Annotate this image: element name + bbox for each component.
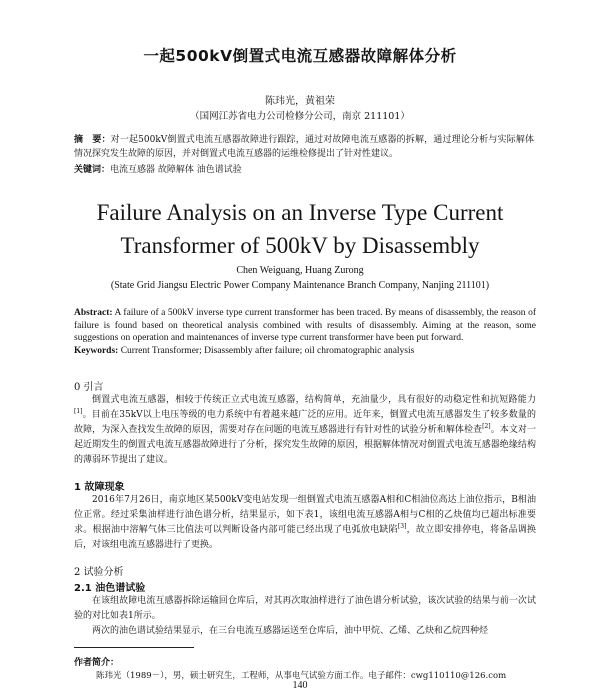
chinese-keywords-label: 关键词： (74, 165, 111, 175)
section1-paragraph (74, 493, 536, 553)
english-keywords-label: Keywords: (74, 346, 119, 356)
chinese-title: 一起500kV倒置式电流互感器故障解体分析 (143, 47, 457, 65)
intro-text-c: 。本文对一起近期发生的倒置式电流互感器故障进行了分析，探究发生故障的原因，根据解体情况对倒置式电流互感器绝缘结构的薄弱环节提出了建议。 (74, 425, 536, 465)
chinese-keywords (74, 163, 534, 177)
section21-heading: 2.1 油色谱试验 (74, 583, 146, 594)
english-title-line1: Failure Analysis on an Inverse Type Current (96, 200, 504, 225)
english-title-line2: Transformer of 500kV by Disassembly (120, 233, 480, 258)
intro-ref-2: [2] (482, 423, 491, 430)
intro-ref-1: [1] (74, 408, 83, 415)
section2-heading: 2 试验分析 (74, 567, 124, 578)
chinese-abstract-label: 摘 要： (74, 135, 111, 145)
chinese-affiliation: （国网江苏省电力公司检修分公司，南京 211101） (190, 111, 410, 122)
author-note-label: 作者简介： (74, 658, 120, 668)
chinese-keywords-text: 电流互感器 故障解体 油色谱试验 (110, 165, 242, 175)
english-affiliation: (State Grid Jiangsu Electric Power Company Maintenance Branch Company, Nanjing 211101) (110, 280, 490, 291)
intro-text-b: 。目前在35kV以上电压等级的电力系统中有着越来越广泛的应用。近年来，倒置式电流互感器发生了较多数量的故障，为深入查找发生故障的原因，需要对存在问题的电流互感器进行有针对性的试验分析和解体检查 (74, 410, 536, 435)
section1-text-b: ，故立即安排停电，将备品调换后，对该组电流互感器进行了更换。 (74, 525, 536, 550)
author-note: 陈玮光（1989－），男，硕士研究生，工程师，从事电气试验方面工作。电子邮件：cwg110110@126.com (96, 671, 507, 681)
section21-paragraph: 在该组故障电流互感器拆除运输回仓库后，对其再次取油样进行了油色谱分析试验，该次试验的结果与前一次试验的对比如表1所示。 (74, 596, 536, 621)
english-abstract-text: A failure of a 500kV inverse type current transformer has been traced. By means of disassembly, the reason of failure is found based on theoretical analysis combined with results of disassembly. Aiming at the reason, some suggestions on operation and maintenances of inverse type current transformer have been put forward. (74, 308, 536, 343)
section1-heading: 1 故障现象 (74, 482, 125, 493)
footnote-rule (74, 647, 194, 648)
english-authors: Chen Weiguang, Huang Zurong (236, 265, 364, 276)
chinese-authors: 陈玮光，黄祖荣 (265, 96, 335, 107)
english-abstract-label: Abstract: (74, 308, 113, 318)
intro-paragraph (74, 393, 536, 468)
intro-text-a: 倒置式电流互感器，相较于传统正立式电流互感器，结构简单，充油量少，具有很好的动稳定性和抗短路能力 (92, 395, 536, 405)
english-keywords-text: Current Transformer; Disassembly after failure; oil chromatographic analysis (120, 346, 415, 356)
section1-text-a: 2016年7月26日，南京地区某500kV变电站发现一组倒置式电流互感器A相和C相油位高达上油位指示，B相油位正常。经过采集油样进行油色谱分析，结果显示，如下表1，该组电流互感器A相与C相的乙炔值均已超出标准要求。根据油中溶解气体三比值法可以判断设备内部可能已经出现了电弧放电缺陷 (74, 495, 536, 535)
english-keywords (74, 345, 536, 358)
english-abstract (74, 307, 536, 345)
chinese-abstract-text: 对一起500kV倒置式电流互感器故障进行跟踪，通过对故障电流互感器的拆解，通过理论分析与实际解体情况探究发生故障的原因，并对倒置式电流互感器的运维检修提出了针对性建议。 (74, 135, 534, 159)
intro-heading: 0 引言 (74, 382, 104, 393)
chinese-abstract (74, 133, 534, 161)
section21-paragraph-2: 两次的油色谱试验结果显示，在三台电流互感器运送至仓库后，油中甲烷、乙烯、乙炔和乙烷四种烃 (92, 626, 489, 636)
page-number: 140 (292, 680, 308, 691)
section1-ref: [3] (397, 523, 407, 530)
english-title (0, 196, 600, 262)
